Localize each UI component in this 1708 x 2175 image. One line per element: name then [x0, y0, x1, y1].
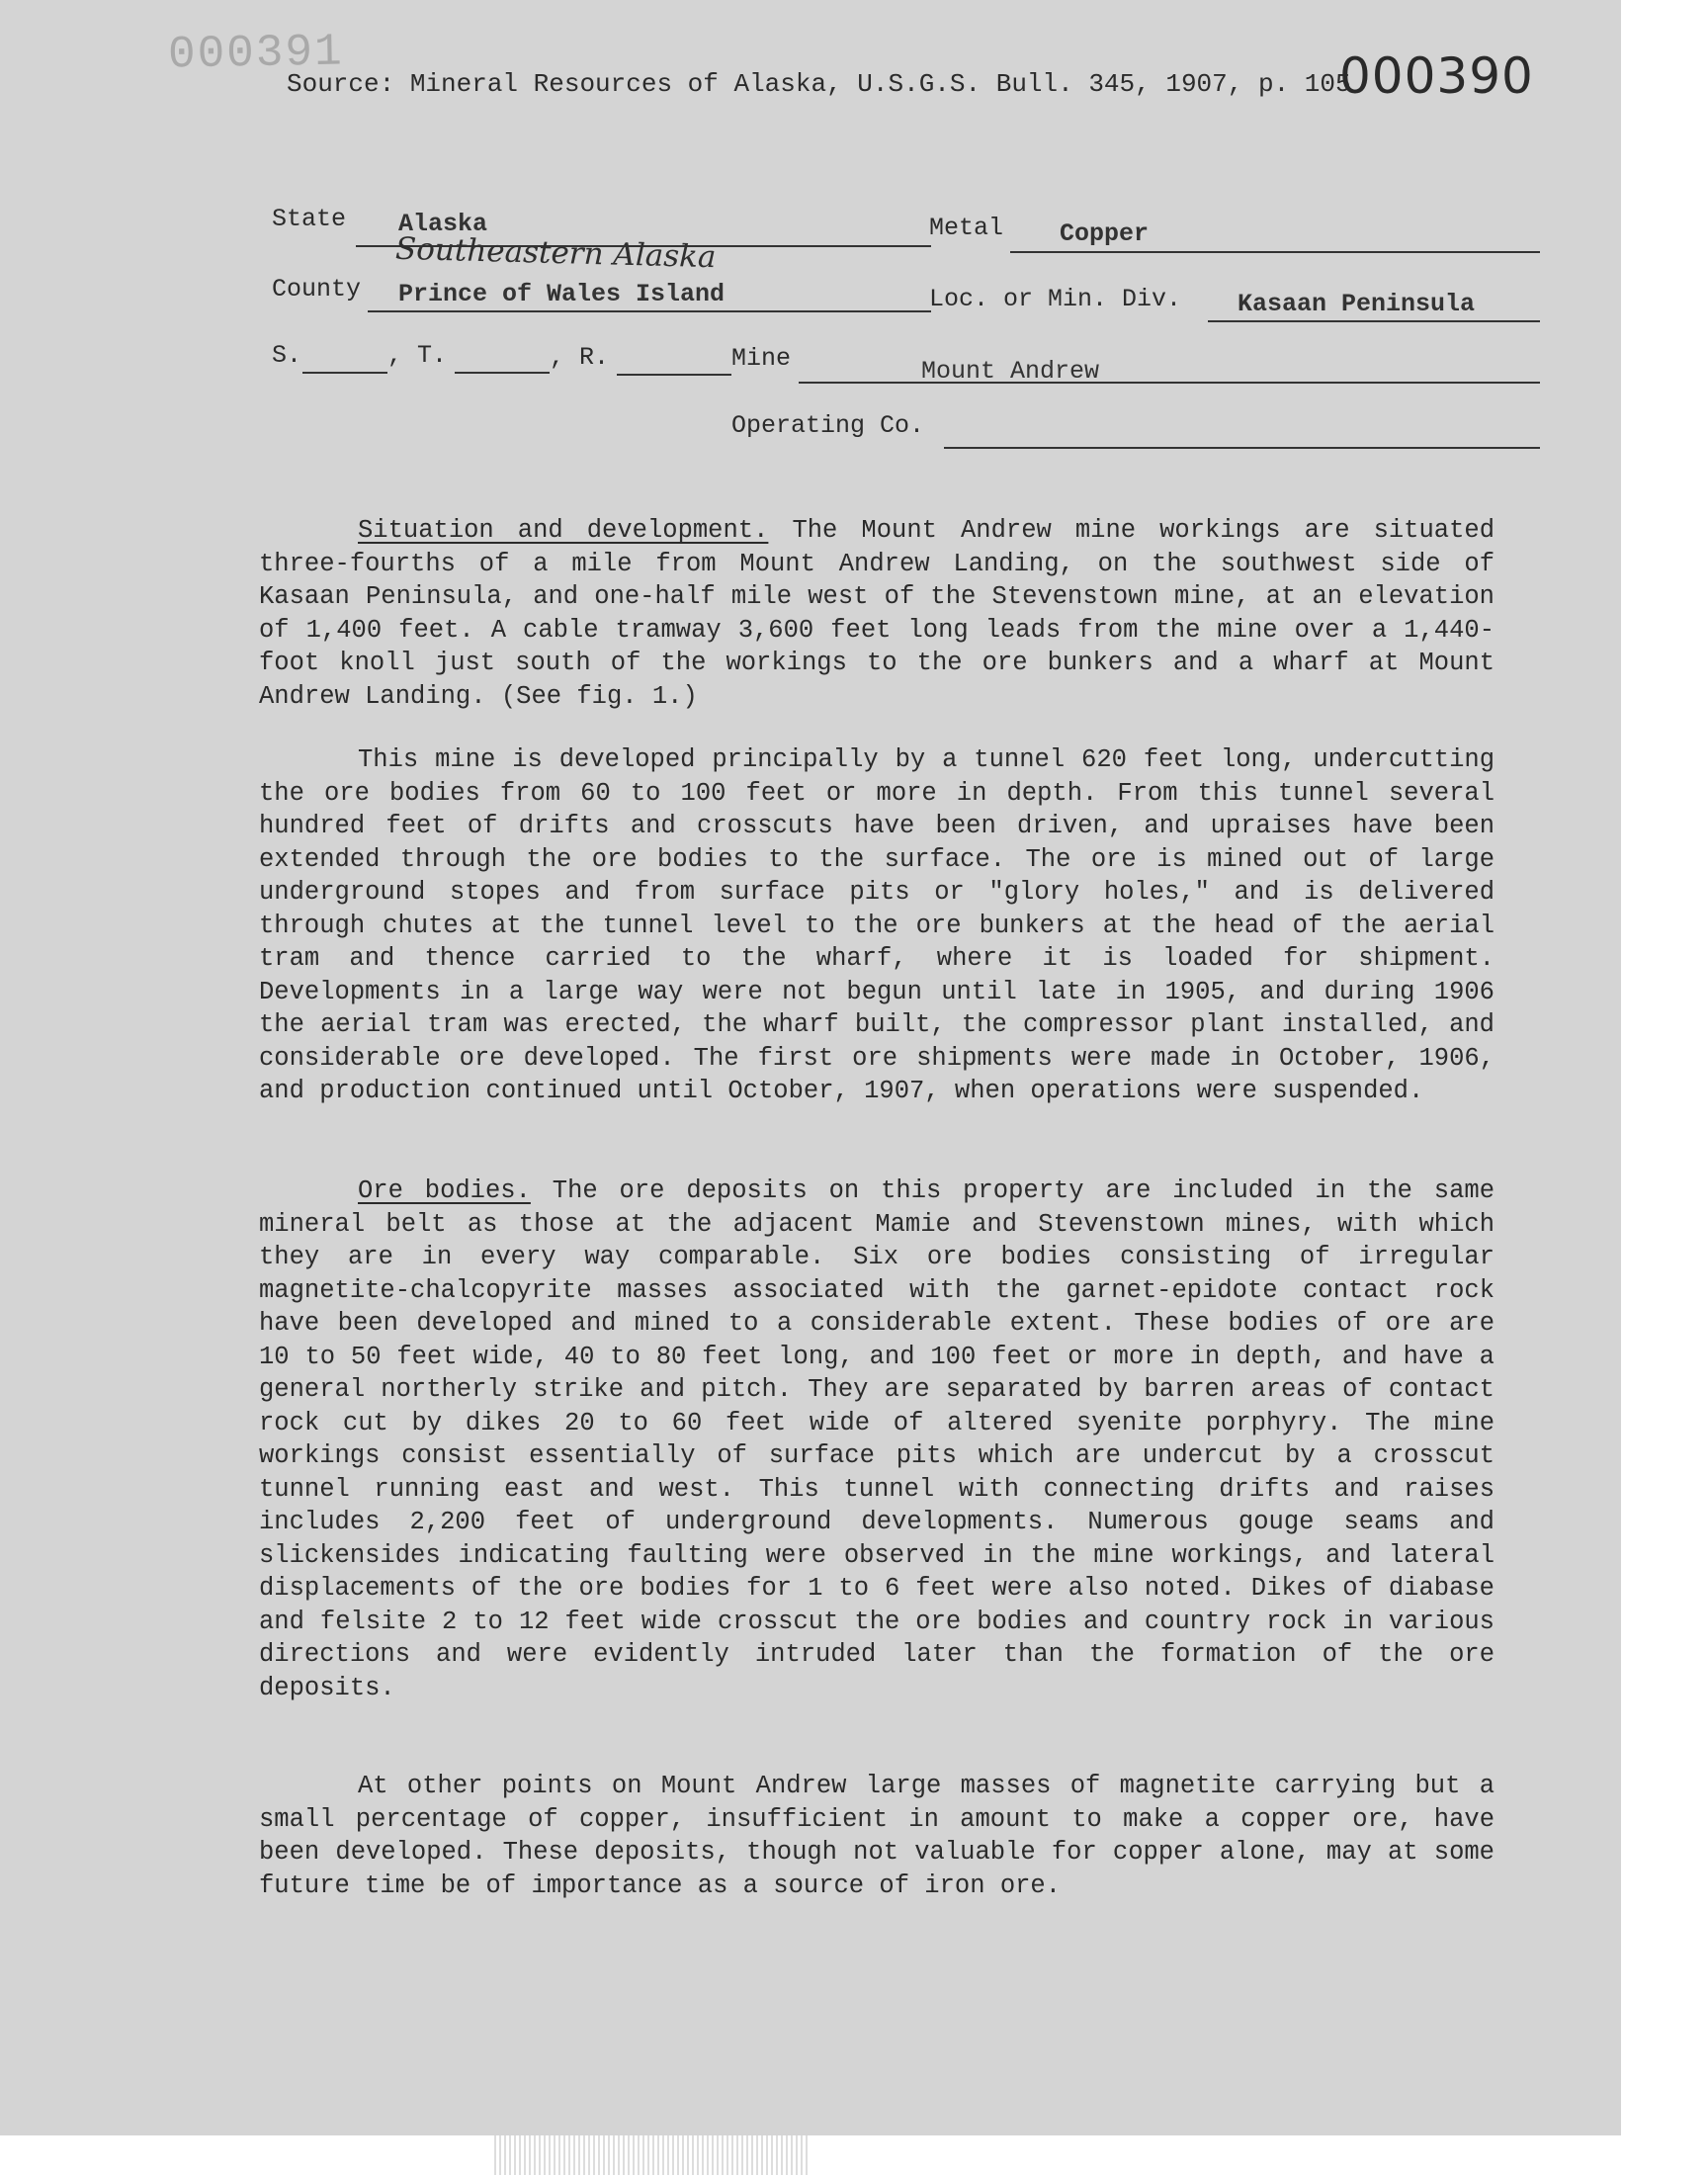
county-label: County [272, 275, 362, 304]
paragraph-ore-bodies-body: The ore deposits on this property are included in the same mineral belt as those at the adjacent Mamie and Stevenstown mines, with which they are in every way comparable. Six ore bodies consisting of irregular magnetite-chalcopyrite masses associated with the garnet-epidote contact rock have been developed and mined to a considerable extent. These bodies of ore are 10 to 50 feet wide, 40 to 80 feet long, and 100 feet or more in depth, and have a general northerly strike and pitch. They are separated by barren areas of contact rock cut by dikes 20 to 60 feet wide of altered syenite porphyry. The mine workings consist essentially of surface pits which are undercut by a crosscut tunnel running east and west. This tunnel with connecting drifts and raises includes 2,200 feet of underground developments. Numerous gouge seams and slickensides indicating faulting were observed in the mine workings, and lateral displacements of the ore bodies for 1 to 6 feet were also noted. Dikes of diabase and felsite 2 to 12 feet wide crosscut the ore bodies and country rock in various directions and were evidently intruded later than the formation of the ore deposits. [259, 1176, 1494, 1702]
loc-line [1208, 320, 1540, 322]
paragraph-development: This mine is developed principally by a tunnel 620 feet long, undercutting the ore bodies from 60 to 100 feet or more in depth. From this tunnel several hundred feet of drifts and crosscuts have been driven, and upraises have been extended through the ore bodies to the surface. The ore is mined out of large underground stopes and from surface pits or "glory holes," and is delivered through chutes at the tunnel level to the ore bunkers at the head of the aerial tram and thence carried to the wharf, where it is loaded for shipment. Developments in a large way were not begun until late in 1905, and during 1906 the aerial tram was erected, the wharf built, the compressor plant installed, and considerable ore developed. The first ore shipments were made in October, 1906, and production continued until October, 1907, when operations were suspended. [259, 745, 1494, 1105]
township-label: , T. [387, 341, 448, 370]
section-line [302, 372, 387, 374]
source-line: Source: Mineral Resources of Alaska, U.S.G.S. Bull. 345, 1907, p. 105 [287, 69, 1351, 99]
scan-streak [494, 2135, 811, 2175]
range-label: , R. [550, 343, 610, 372]
mine-label: Mine [731, 344, 792, 373]
paragraph-magnetite: At other points on Mount Andrew large masses of magnetite carrying but a small percentage of copper, insufficient in amount to make a copper ore, have been developed. These deposits, though not valuable for copper alone, may at some future time be of importance as a source of iron ore. [259, 1772, 1494, 1900]
handwritten-note: Southeastern Alaska [394, 230, 717, 276]
range-line [617, 374, 731, 376]
metal-value: Copper [1060, 219, 1150, 248]
loc-value: Kasaan Peninsula [1238, 290, 1476, 318]
operating-co-line [944, 447, 1540, 449]
mine-value: Mount Andrew [921, 357, 1100, 386]
heading-situation: Situation and development. [358, 516, 769, 545]
loc-label: Loc. or Min. Div. [929, 285, 1182, 313]
state-label: State [272, 205, 347, 233]
operating-co-label: Operating Co. [731, 411, 925, 440]
mine-line [799, 382, 1540, 384]
paragraph-situation [259, 514, 1494, 713]
heading-ore-bodies: Ore bodies. [358, 1176, 531, 1205]
township-line [455, 372, 550, 374]
county-line [368, 310, 931, 312]
state-value: Alaska [398, 210, 488, 238]
metal-label: Metal [929, 214, 1004, 242]
paragraph-ore-bodies [259, 1174, 1494, 1704]
scan-margin [0, 2135, 1708, 2175]
section-label: S. [272, 341, 302, 370]
county-value: Prince of Wales Island [398, 280, 726, 308]
stamp-top-left: 000391 [167, 26, 345, 81]
paragraph-situation-body: The Mount Andrew mine workings are situated three-fourths of a mile from Mount Andrew Landing, on the southwest side of Kasaan Peninsula, and one-half mile west of the Stevenstown mine, at an elevation of 1,400 feet. A cable tramway 3,600 feet long leads from the mine over a 1,440-foot knoll just south of the workings to the ore bunkers and a wharf at Mount Andrew Landing. (See fig. 1.) [259, 516, 1494, 711]
metal-line [1010, 251, 1540, 253]
stamp-top-right: 000390 [1339, 47, 1534, 105]
